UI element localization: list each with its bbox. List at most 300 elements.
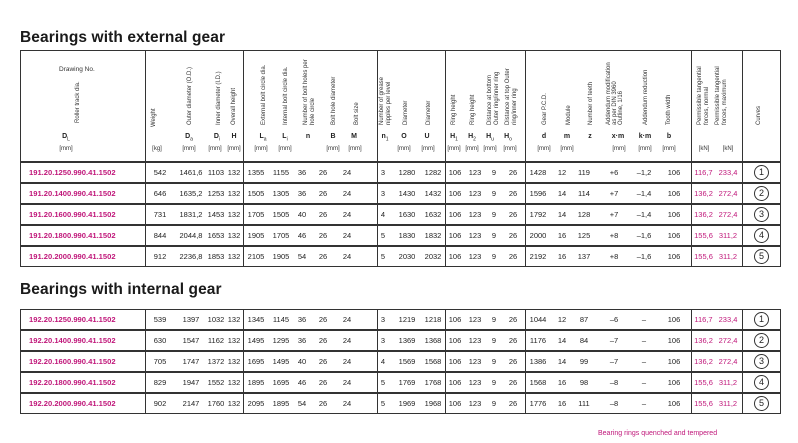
cell-inner-d: 1552 — [207, 378, 225, 387]
cell-tooth-b: 106 — [667, 231, 681, 240]
cell-xm: –6 — [609, 315, 619, 324]
footer-note: Bearing rings quenched and tempered — [598, 430, 718, 437]
cell-tang-max: 272,4 — [718, 210, 738, 219]
cell-module: 12 — [557, 168, 567, 177]
row-divider — [742, 163, 743, 182]
cell-m: 24 — [342, 189, 352, 198]
sym-outer: $D_a$ — [185, 133, 193, 143]
cell-o: 1769 — [398, 378, 416, 387]
cell-u: 2032 — [424, 252, 442, 261]
col-label-bolt-diam: Bolt hole diameter — [331, 76, 337, 125]
cell-n: 40 — [297, 210, 307, 219]
row-divider — [742, 373, 743, 392]
cell-d: 1596 — [529, 189, 547, 198]
cell-tang-max: 272,4 — [718, 336, 738, 345]
unit-module: [mm] — [560, 146, 574, 152]
header-divider — [445, 51, 446, 161]
cell-part-no: 192.20.1250.990.41.1502 — [29, 315, 116, 324]
cell-u: 1368 — [424, 336, 442, 345]
section-title-external: Bearings with external gear — [20, 29, 226, 46]
curve-number-badge: 4 — [754, 228, 769, 243]
cell-m: 24 — [342, 252, 352, 261]
cell-o: 1830 — [398, 231, 416, 240]
unit-d: [mm] — [537, 146, 551, 152]
unit-m: [mm] — [348, 146, 362, 152]
cell-z: 98 — [579, 378, 589, 387]
cell-u: 1218 — [424, 315, 442, 324]
cell-ho: 26 — [508, 168, 518, 177]
cell-outer-d: 1747 — [182, 357, 200, 366]
cell-m: 24 — [342, 210, 352, 219]
cell-ho: 26 — [508, 315, 518, 324]
cell-b: 26 — [318, 189, 328, 198]
cell-b: 26 — [318, 231, 328, 240]
cell-d: 1568 — [529, 378, 547, 387]
cell-tang-normal: 155,6 — [694, 252, 713, 261]
cell-u: 1632 — [424, 210, 442, 219]
cell-d: 2192 — [529, 252, 547, 261]
cell-tooth-b: 106 — [667, 399, 681, 408]
cell-n: 54 — [297, 399, 307, 408]
cell-weight: 705 — [153, 357, 167, 366]
cell-n: 36 — [297, 189, 307, 198]
unit-weight: [kg] — [152, 146, 162, 152]
cell-overall-h: 132 — [227, 168, 241, 177]
cell-ho: 26 — [508, 252, 518, 261]
cell-xm: +8 — [609, 252, 619, 261]
cell-km: – — [641, 336, 647, 345]
header-divider — [742, 51, 743, 161]
cell-overall-h: 132 — [227, 378, 241, 387]
cell-tang-max: 233,4 — [718, 315, 738, 324]
cell-b: 26 — [318, 252, 328, 261]
row-divider — [742, 226, 743, 245]
cell-h2: 123 — [468, 399, 482, 408]
cell-overall-h: 132 — [227, 189, 241, 198]
col-label-tang-normal: Permissible tangential forces, normal — [697, 66, 710, 125]
curve-number-badge: 5 — [754, 396, 769, 411]
sym-ho: $H_o$ — [504, 133, 512, 143]
col-label-weight: Weight — [151, 108, 157, 127]
sym-h: H — [231, 133, 237, 140]
cell-overall-h: 132 — [227, 231, 241, 240]
cell-o: 1569 — [398, 357, 416, 366]
cell-xm: +7 — [609, 189, 619, 198]
cell-h1: 106 — [448, 399, 462, 408]
cell-n: 36 — [297, 336, 307, 345]
row-divider — [742, 205, 743, 224]
table-row — [20, 351, 781, 372]
col-label-outer-d: Outer diameter (O.D.) — [187, 66, 193, 125]
unit-b: [mm] — [326, 146, 340, 152]
col-label-overall-h: Overall height — [231, 87, 237, 125]
cell-outer-d: 1831,2 — [179, 210, 203, 219]
cell-m: 24 — [342, 357, 352, 366]
cell-tang-max: 311,2 — [718, 231, 738, 240]
col-label-nipples: Number of grease nipples per level — [379, 76, 392, 125]
cell-xm: –8 — [609, 399, 619, 408]
cell-b: 26 — [318, 315, 328, 324]
col-label-diameter-o: Diameter — [403, 100, 409, 125]
cell-tang-max: 311,2 — [718, 378, 738, 387]
row-divider — [742, 394, 743, 413]
cell-n1: 3 — [380, 315, 386, 324]
unit-outer: [mm] — [182, 146, 196, 152]
cell-part-no: 191.20.2000.990.41.1502 — [29, 252, 116, 261]
cell-tang-normal: 136,2 — [694, 189, 713, 198]
cell-h1: 106 — [448, 189, 462, 198]
cell-m: 24 — [342, 399, 352, 408]
cell-o: 1369 — [398, 336, 416, 345]
cell-tang-normal: 136,2 — [694, 336, 713, 345]
col-label-holes: Number of bolt holes per hole circle — [303, 59, 316, 125]
cell-part-no: 192.20.1800.990.41.1502 — [29, 378, 116, 387]
cell-tooth-b: 106 — [667, 378, 681, 387]
unit-ho: [mm] — [503, 146, 517, 152]
cell-d: 1176 — [529, 336, 547, 345]
cell-m: 24 — [342, 231, 352, 240]
sym-n1: $n_1$ — [381, 133, 389, 143]
cell-o: 1430 — [398, 189, 416, 198]
cell-h1: 106 — [448, 231, 462, 240]
cell-km: – — [641, 378, 647, 387]
cell-o: 1969 — [398, 399, 416, 408]
cell-xm: –7 — [609, 357, 619, 366]
cell-xm: +7 — [609, 210, 619, 219]
col-label-ext-bolt: External bolt circle dia. — [261, 64, 267, 125]
col-label-inner-d: Inner diameter (I.D.) — [216, 71, 222, 125]
header-divider — [377, 51, 378, 161]
cell-d: 1776 — [529, 399, 547, 408]
cell-tang-max: 272,4 — [718, 189, 738, 198]
cell-h2: 123 — [468, 315, 482, 324]
cell-module: 14 — [557, 357, 567, 366]
cell-hu: 9 — [491, 336, 497, 345]
cell-inner-d: 1760 — [207, 399, 225, 408]
cell-u: 1832 — [424, 231, 442, 240]
cell-n: 54 — [297, 252, 307, 261]
cell-ho: 26 — [508, 189, 518, 198]
cell-tooth-b: 106 — [667, 189, 681, 198]
cell-module: 16 — [557, 378, 567, 387]
cell-m: 24 — [342, 168, 352, 177]
cell-li: 1155 — [272, 168, 290, 177]
cell-outer-d: 2147 — [182, 399, 200, 408]
cell-km: –1,4 — [636, 189, 652, 198]
cell-weight: 829 — [153, 378, 167, 387]
sym-h2: $H_2$ — [468, 133, 476, 143]
col-label-addendum-mod: Addendum modification — [606, 62, 612, 125]
cell-u: 1282 — [424, 168, 442, 177]
cell-weight: 731 — [153, 210, 167, 219]
col-label-curves: Curves — [756, 105, 762, 125]
cell-hu: 9 — [491, 357, 497, 366]
cell-inner-d: 1032 — [207, 315, 225, 324]
cell-z: 114 — [578, 189, 590, 198]
cell-overall-h: 132 — [227, 336, 241, 345]
cell-overall-h: 132 — [227, 357, 241, 366]
col-label-dist-bottom: Distance at bottom Outer ring/inner ring — [487, 71, 500, 125]
unit-xm: [mm] — [612, 146, 626, 152]
cell-b: 26 — [318, 378, 328, 387]
curve-number-badge: 3 — [754, 354, 769, 369]
cell-weight: 902 — [153, 399, 167, 408]
cell-hu: 9 — [491, 231, 497, 240]
table-row — [20, 330, 781, 351]
cell-hu: 9 — [491, 399, 497, 408]
cell-tooth-b: 106 — [667, 336, 681, 345]
cell-module: 14 — [557, 210, 567, 219]
cell-n1: 3 — [380, 336, 386, 345]
cell-weight: 542 — [153, 168, 167, 177]
cell-h1: 106 — [448, 378, 462, 387]
cell-h2: 123 — [468, 378, 482, 387]
cell-m: 24 — [342, 336, 352, 345]
sym-b: B — [330, 133, 336, 140]
cell-tang-normal: 136,2 — [694, 210, 713, 219]
cell-overall-h: 132 — [227, 252, 241, 261]
sym-h1: $H_1$ — [450, 133, 458, 143]
sym-module: m — [563, 133, 571, 140]
col-label-tooth-width: Tooth width — [666, 94, 672, 125]
curve-number-badge: 5 — [754, 249, 769, 264]
cell-overall-h: 132 — [227, 399, 241, 408]
cell-overall-h: 132 — [227, 210, 241, 219]
cell-xm: –7 — [609, 336, 619, 345]
cell-part-no: 192.20.1600.990.41.1502 — [29, 357, 116, 366]
cell-km: –1,6 — [636, 231, 652, 240]
cell-outer-d: 1635,2 — [179, 189, 203, 198]
col-label-teeth: Number of teeth — [588, 81, 594, 125]
cell-tang-max: 311,2 — [718, 252, 738, 261]
cell-la: 1505 — [247, 189, 265, 198]
cell-outer-d: 2236,8 — [179, 252, 203, 261]
cell-module: 12 — [557, 315, 567, 324]
cell-inner-d: 1103 — [207, 168, 225, 177]
sym-la: $L_a$ — [259, 133, 267, 143]
cell-hu: 9 — [491, 168, 497, 177]
cell-z: 87 — [579, 315, 589, 324]
unit-o: [mm] — [397, 146, 411, 152]
cell-hu: 9 — [491, 189, 497, 198]
cell-module: 16 — [557, 399, 567, 408]
cell-h1: 106 — [448, 315, 462, 324]
cell-ho: 26 — [508, 336, 518, 345]
unit-h1: [mm] — [447, 146, 461, 152]
cell-li: 1705 — [272, 231, 290, 240]
cell-hu: 9 — [491, 378, 497, 387]
cell-li: 1305 — [272, 189, 290, 198]
cell-inner-d: 1653 — [207, 231, 225, 240]
cell-inner-d: 1253 — [207, 189, 225, 198]
table-header — [20, 50, 781, 162]
unit-h: [mm] — [227, 146, 241, 152]
table-row — [20, 225, 781, 246]
sym-tooth-b: b — [666, 133, 672, 140]
cell-n1: 5 — [380, 399, 386, 408]
sym-d: d — [541, 133, 547, 140]
cell-b: 26 — [318, 210, 328, 219]
cell-km: – — [641, 315, 647, 324]
unit-la: [mm] — [254, 146, 268, 152]
cell-la: 1705 — [247, 210, 265, 219]
unit-h2: [mm] — [465, 146, 479, 152]
cell-la: 1905 — [247, 231, 265, 240]
col-label-ring-h2: Ring height — [470, 94, 476, 125]
cell-n: 46 — [297, 231, 307, 240]
unit-tang-normal: [kN] — [698, 146, 710, 152]
cell-b: 26 — [318, 336, 328, 345]
cell-la: 2105 — [247, 252, 265, 261]
cell-tooth-b: 106 — [667, 210, 681, 219]
header-divider — [691, 51, 692, 161]
cell-overall-h: 132 — [227, 315, 241, 324]
header-divider — [243, 51, 244, 161]
cell-la: 1345 — [247, 315, 265, 324]
row-divider — [742, 352, 743, 371]
sym-u: U — [424, 133, 430, 140]
cell-inner-d: 1453 — [207, 210, 225, 219]
sym-m: M — [351, 133, 357, 140]
cell-inner-d: 1372 — [207, 357, 225, 366]
unit-u: [mm] — [421, 146, 435, 152]
cell-z: 125 — [577, 231, 591, 240]
col-label-ring-h1: Ring height — [451, 94, 457, 125]
row-divider — [742, 310, 743, 329]
cell-weight: 912 — [153, 252, 167, 261]
curve-number-badge: 2 — [754, 186, 769, 201]
cell-d: 1428 — [529, 168, 547, 177]
table-row — [20, 393, 781, 414]
unit-inner: [mm] — [208, 146, 222, 152]
cell-z: 84 — [579, 336, 589, 345]
cell-o: 2030 — [398, 252, 416, 261]
sym-hu: $H_u$ — [486, 133, 494, 143]
cell-n1: 4 — [380, 210, 386, 219]
sym-xm: x·m — [611, 133, 625, 140]
cell-tang-normal: 116,7 — [694, 168, 713, 177]
cell-ho: 26 — [508, 399, 518, 408]
curve-number-badge: 1 — [754, 165, 769, 180]
cell-li: 1495 — [272, 357, 290, 366]
cell-m: 24 — [342, 315, 352, 324]
cell-tang-normal: 136,2 — [694, 357, 713, 366]
sym-n: n — [305, 133, 311, 140]
cell-km: – — [641, 357, 647, 366]
cell-km: –1,6 — [636, 252, 652, 261]
cell-n1: 4 — [380, 357, 386, 366]
cell-h1: 106 — [448, 336, 462, 345]
cell-module: 16 — [557, 231, 567, 240]
cell-n1: 5 — [380, 231, 386, 240]
cell-n1: 3 — [380, 189, 386, 198]
col-label-gear-pcd: Gear P.C.D. — [542, 93, 548, 125]
cell-outer-d: 1397 — [182, 315, 200, 324]
cell-li: 1505 — [272, 210, 290, 219]
cell-module: 16 — [557, 252, 567, 261]
cell-z: 119 — [578, 168, 590, 177]
sym-z: z — [588, 133, 592, 140]
cell-h1: 106 — [448, 252, 462, 261]
cell-weight: 630 — [153, 336, 167, 345]
col-label-tang-max: Permissible tangential forces, maximum — [715, 66, 728, 125]
unit-hu: [mm] — [483, 146, 497, 152]
cell-b: 26 — [318, 357, 328, 366]
cell-ho: 26 — [508, 210, 518, 219]
cell-part-no: 191.20.1800.990.41.1502 — [29, 231, 116, 240]
cell-part-no: 191.20.1250.990.41.1502 — [29, 168, 116, 177]
cell-n1: 3 — [380, 168, 386, 177]
cell-li: 1895 — [272, 399, 290, 408]
cell-inner-d: 1162 — [207, 336, 225, 345]
cell-part-no: 191.20.1400.990.41.1502 — [29, 189, 116, 198]
cell-xm: –8 — [609, 378, 619, 387]
sym-o: O — [401, 133, 407, 140]
cell-b: 26 — [318, 399, 328, 408]
header-divider — [525, 51, 526, 161]
cell-m: 24 — [342, 378, 352, 387]
cell-la: 1895 — [247, 378, 265, 387]
section-title-internal: Bearings with internal gear — [20, 281, 222, 298]
cell-h2: 123 — [468, 210, 482, 219]
cell-o: 1280 — [398, 168, 416, 177]
cell-ho: 26 — [508, 357, 518, 366]
cell-hu: 9 — [491, 210, 497, 219]
cell-ho: 26 — [508, 231, 518, 240]
cell-tang-max: 272,4 — [718, 357, 738, 366]
cell-h1: 106 — [448, 210, 462, 219]
row-divider — [742, 247, 743, 266]
cell-n: 46 — [297, 378, 307, 387]
cell-li: 1145 — [272, 315, 290, 324]
cell-d: 1792 — [529, 210, 547, 219]
unit-tooth-b: [mm] — [662, 146, 676, 152]
cell-tang-normal: 116,7 — [694, 315, 713, 324]
cell-part-no: 192.20.2000.990.41.1502 — [29, 399, 116, 408]
cell-part-no: 192.20.1400.990.41.1502 — [29, 336, 116, 345]
cell-tang-normal: 155,6 — [694, 378, 713, 387]
unit-km: [mm] — [638, 146, 652, 152]
unit-li: [mm] — [278, 146, 292, 152]
cell-d: 1386 — [529, 357, 547, 366]
cell-module: 14 — [557, 336, 567, 345]
cell-z: 99 — [579, 357, 589, 366]
row-divider — [742, 184, 743, 203]
cell-la: 1695 — [247, 357, 265, 366]
cell-u: 1968 — [424, 399, 442, 408]
cell-h2: 123 — [468, 231, 482, 240]
unit-roller: [mm] — [59, 146, 73, 152]
cell-hu: 9 — [491, 252, 497, 261]
cell-km: –1,2 — [636, 168, 652, 177]
cell-u: 1568 — [424, 357, 442, 366]
cell-tang-normal: 155,6 — [694, 399, 713, 408]
cell-z: 128 — [577, 210, 591, 219]
cell-tooth-b: 106 — [667, 252, 681, 261]
cell-la: 2095 — [247, 399, 265, 408]
cell-ho: 26 — [508, 378, 518, 387]
cell-o: 1219 — [398, 315, 416, 324]
sym-inner: $D_i$ — [213, 133, 221, 143]
table-row — [20, 183, 781, 204]
cell-n: 36 — [297, 315, 307, 324]
cell-n: 40 — [297, 357, 307, 366]
cell-li: 1295 — [272, 336, 290, 345]
curve-number-badge: 1 — [754, 312, 769, 327]
cell-li: 1905 — [272, 252, 290, 261]
table-row — [20, 162, 781, 183]
col-label-int-bolt: Internal bolt circle dia. — [283, 66, 289, 125]
